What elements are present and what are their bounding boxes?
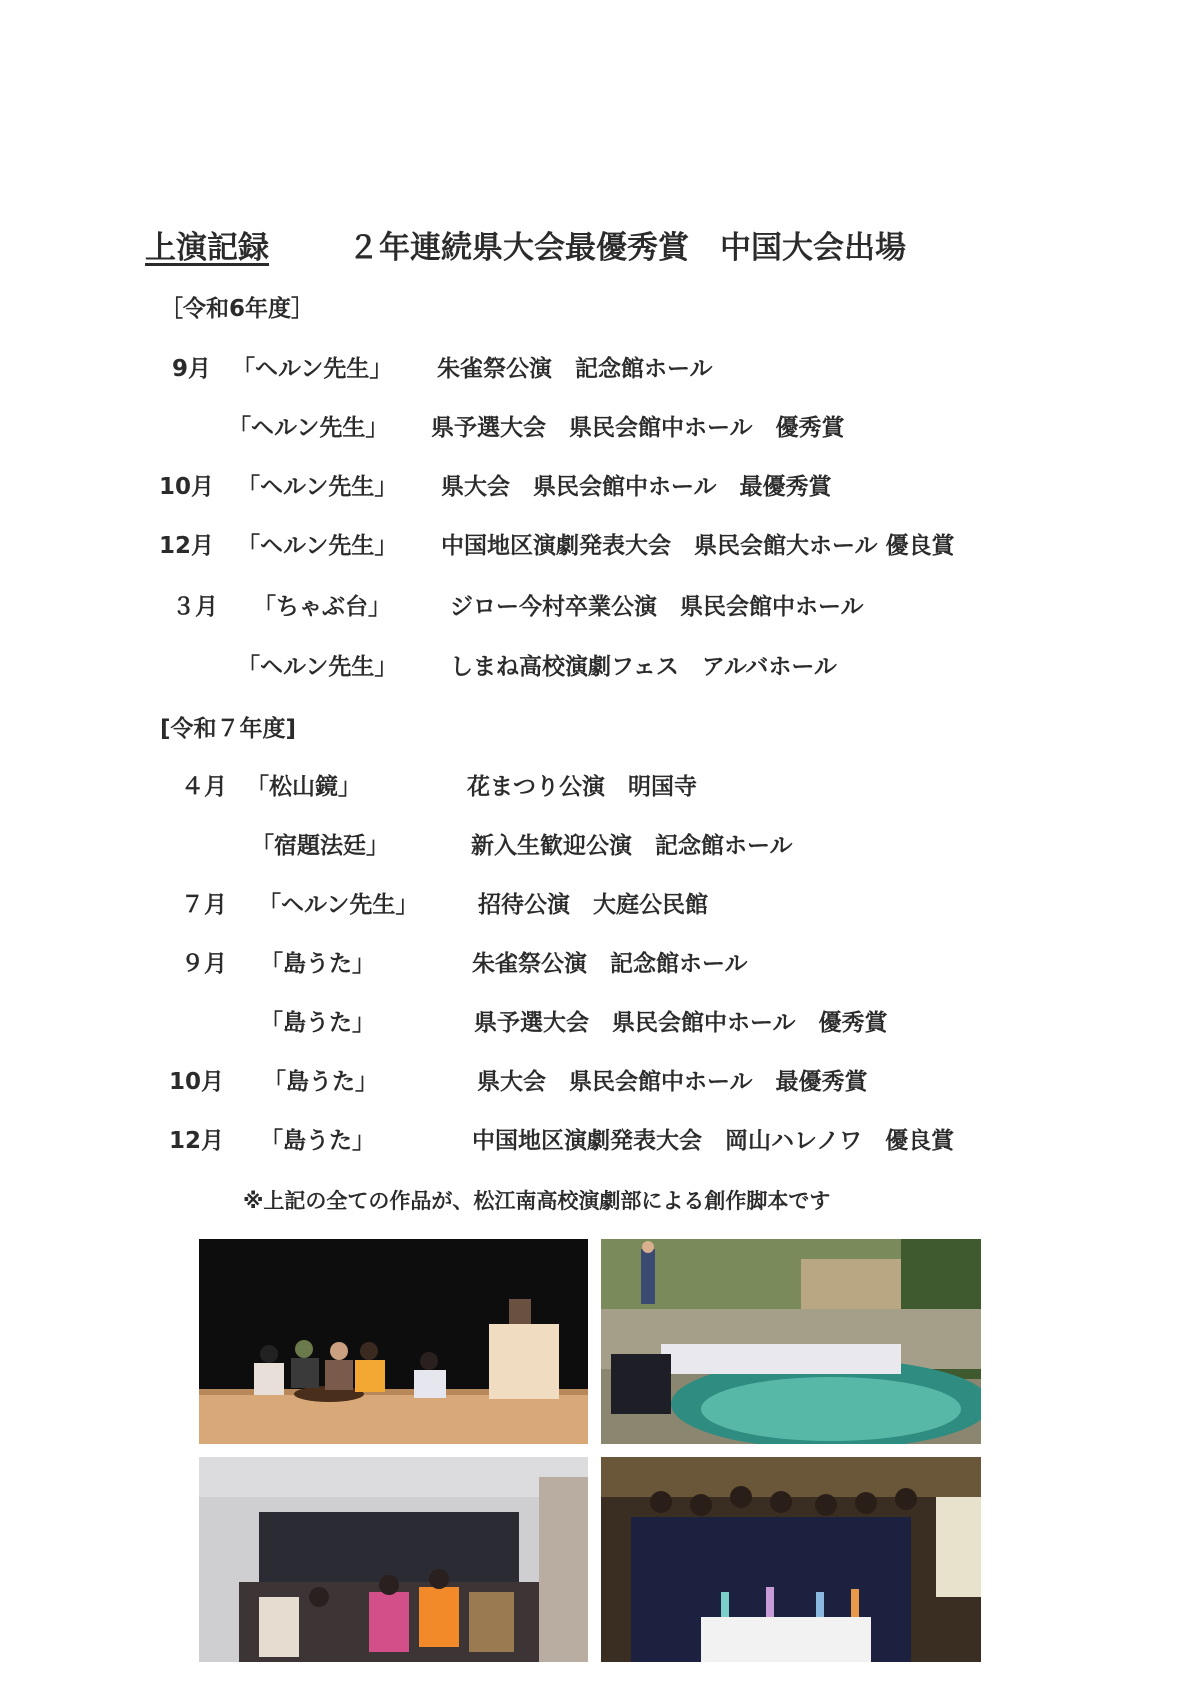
row-month: 9月 [172,356,212,382]
row-month: 10月 [169,1069,225,1095]
section-heading-r6: ［令和6年度］ [160,296,315,322]
section-heading-r7: [令和７年度] [160,716,297,742]
row-play: 「ヘルン先生」 [237,474,398,500]
row-event: 中国地区演劇発表大会 岡山ハレノワ 優良賞 [472,1128,955,1154]
row-event: 県予選大会 県民会館中ホール 優秀賞 [431,415,845,441]
row-event: 県予選大会 県民会館中ホール 優秀賞 [474,1010,888,1036]
row-month: 12月 [159,533,215,559]
row-month: ７月 [181,892,227,918]
photo-stage-performance [199,1239,588,1444]
row-play: 「ヘルン先生」 [258,892,419,918]
row-event: 招待公演 大庭公民館 [478,892,708,918]
row-play: 「ヘルン先生」 [237,533,398,559]
row-event: 県大会 県民会館中ホール 最優秀賞 [477,1069,868,1095]
row-play: 「ちゃぶ台」 [253,594,391,620]
row-event: 朱雀祭公演 記念館ホール [472,951,748,977]
footnote: ※上記の全ての作品が、松江南高校演劇部による創作脚本です [243,1189,831,1213]
row-event: 県大会 県民会館中ホール 最優秀賞 [441,474,832,500]
row-play: 「ヘルン先生」 [228,415,389,441]
row-play: 「ヘルン先生」 [232,356,393,382]
photo-ceremony-group [601,1457,981,1662]
row-play: 「ヘルン先生」 [237,654,398,680]
row-event: ジロー今村卒業公演 県民会館中ホール [450,594,864,620]
page-title: 上演記録 [145,230,269,266]
photo-spring-group [601,1239,981,1444]
row-month: ３月 [172,594,218,620]
row-event: 花まつり公演 明国寺 [467,774,697,800]
row-month: ４月 [181,774,227,800]
page-subtitle: ２年連続県大会最優秀賞 中国大会出場 [348,230,906,266]
row-play: 「島うた」 [260,1128,375,1154]
row-play: 「島うた」 [260,951,375,977]
row-month: ９月 [181,951,227,977]
photo-backstage-group [199,1457,588,1662]
row-event: 新入生歓迎公演 記念館ホール [471,833,793,859]
row-event: しまね高校演劇フェス アルバホール [450,654,837,680]
row-month: 10月 [159,474,215,500]
row-month: 12月 [169,1128,225,1154]
row-event: 朱雀祭公演 記念館ホール [437,356,713,382]
row-play: 「島うた」 [263,1069,378,1095]
row-play: 「松山鏡」 [246,774,361,800]
row-play: 「宿題法廷」 [251,833,389,859]
row-event: 中国地区演劇発表大会 県民会館大ホール 優良賞 [441,533,955,559]
row-play: 「島うた」 [260,1010,375,1036]
